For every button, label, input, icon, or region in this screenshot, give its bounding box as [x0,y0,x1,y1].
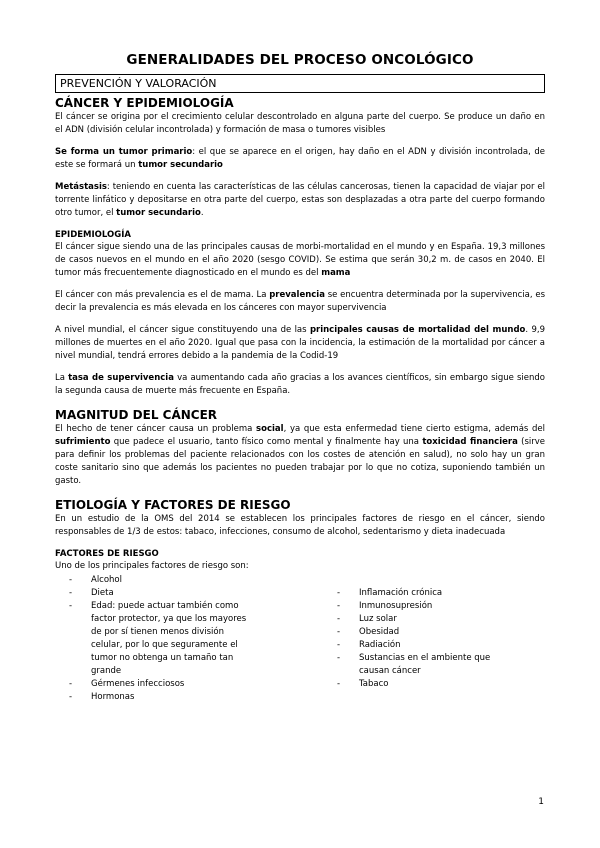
list-item: - Alcohol [55,574,255,587]
text-span: . [200,208,204,218]
text-span: El cáncer con más prevalencia es el de mama. La [55,290,270,300]
list-item: - Hormonas [55,691,255,704]
bold-term: mama [321,268,351,278]
text-span: . 9,9 millones de muertes en el año 2020. Igual que pasa con la incidencia, la estimación de la mortalidad por cáncer a nivel mundial, tendrá errores debido a la pandemia de la Codid-19 [55,325,545,361]
text-span: va aumentando cada año gracias a los avances científicos, sin embargo sigue siendo la segunda causa de muerte más frecuente en España. [55,373,546,396]
bold-term: social [256,424,284,434]
text-span: : el que se aparece en el origen, hay daño en el ADN y división incontrolada, de este se formará un [55,147,545,170]
bold-term: tumor secundario [138,160,223,170]
bold-term: Metástasis [55,182,107,192]
bold-term: prevalencia [269,290,325,300]
paragraph-prevalencia [55,289,545,315]
list-item: - Inmunosupresión [323,600,523,613]
list-item: - Gérmenes infecciosos [55,678,255,691]
heading-magnitud: MAGNITUD DEL CÁNCER [55,408,218,422]
heading-cancer-epidemiologia: CÁNCER Y EPIDEMIOLOGÍA [55,96,234,110]
paragraph-etiologia: En un estudio de la OMS del 2014 se establecen los principales factores de riesgo en el cáncer, siendo responsables de 1/3 de estos: tabaco, infecciones, consumo de alcohol, sedentarismo y dieta inadecuada [55,514,545,537]
list-item: - Sustancias en el ambiente que causan cáncer [323,652,523,678]
text-span: se encuentra determinada por la supervivencia, es decir la prevalencia es más elevada en los cánceres con mayor supervivencia [55,290,545,313]
paragraph-metastasis [55,181,545,220]
paragraph-mortalidad [55,324,545,363]
document-title: GENERALIDADES DEL PROCESO ONCOLÓGICO [126,52,474,68]
list-item: - Inflamación crónica [323,587,523,600]
list-item: - Luz solar [323,613,523,626]
text-span: El hecho de tener cáncer causa un problema [55,424,257,434]
bold-term: sufrimiento [55,437,111,447]
page-number: 1 [538,797,544,807]
heading-factores-riesgo: FACTORES DE RIESGO [55,549,159,559]
text-span: , ya que esta enfermedad tiene cierto estigma, además del [283,424,545,434]
list-item: - Radiación [323,639,523,652]
bold-term: Se forma un tumor primario [55,147,193,157]
bold-term: tasa de supervivencia [68,373,174,383]
text-span: La [55,373,69,383]
heading-etiologia: ETIOLOGÍA Y FACTORES DE RIESGO [55,498,291,512]
bold-term: principales causas de mortalidad del mundo [309,325,526,335]
document-page [55,52,545,704]
paragraph-supervivencia [55,372,545,398]
list-item: - Edad: puede actuar también como factor protector, ya que los mayores de por sí tienen menos división celular, por lo que seguramente el tumor no obtenga un tamaño tan grande [55,600,255,678]
section-box: PREVENCIÓN Y VALORACIÓN [55,74,545,93]
factores-list-left [55,574,255,704]
paragraph-tumor-primario [55,146,545,172]
paragraph-magnitud [55,423,545,488]
heading-epidemiologia: EPIDEMIOLOGÍA [55,230,131,240]
factores-list-right [323,574,523,704]
paragraph-incidencia [55,241,545,280]
text-span: (sirve para definir los problemas del paciente relacionados con los costes de atención en salud), no solo hay un gran coste sanitario sino que además los pacientes no pueden trabajar por lo que no cotiza, suponiendo también un gasto. [55,437,546,486]
text-span: A nivel mundial, el cáncer sigue constituyendo una de las [55,325,310,335]
factores-lists [55,574,545,704]
text-span: que padece el usuario, tanto físico como mental y finalmente hay una [110,437,423,447]
list-item: - Dieta [55,587,255,600]
text-span: El cáncer sigue siendo una de las principales causas de morbi-mortalidad en el mundo y en España. 19,3 millones de casos nuevos en el mundo en el año 2020 (sesgo COVID). Se estima que serán 30,2 m. de casos en 2040. El tumor más frecuentemente diagnosticado en el mundo es del [55,242,545,278]
paragraph-origen-cancer: El cáncer se origina por el crecimiento celular descontrolado en alguna parte del cuerpo. Se produce un daño en el ADN (división celular incontrolada) y formación de masa o tumores visibles [55,112,545,135]
list-item: - Tabaco [323,678,523,691]
bold-term: tumor secundario [116,208,201,218]
text-span: : teniendo en cuenta las características de las células cancerosas, tienen la capacidad de viajar por el torrente linfático y depositarse en otra parte del cuerpo, estas son desplazadas a otra parte del cuerpo formando otro tumor, el [55,182,545,218]
factores-intro: Uno de los principales factores de riesgo son: [55,561,249,571]
list-item: - Obesidad [323,626,523,639]
bold-term: toxicidad financiera [422,437,518,447]
